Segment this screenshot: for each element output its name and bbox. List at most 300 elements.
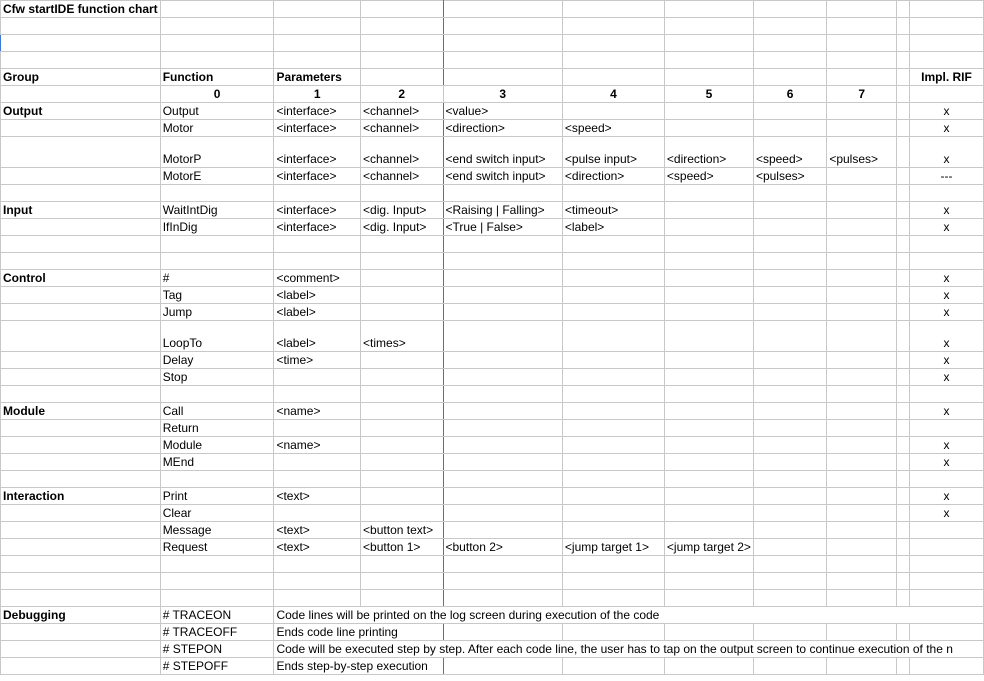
cell[interactable]	[1, 236, 161, 253]
cell[interactable]	[909, 236, 983, 253]
cell[interactable]	[664, 202, 753, 219]
impl-mark[interactable]: x	[909, 437, 983, 454]
cell[interactable]	[361, 18, 443, 35]
impl-mark[interactable]: ---	[909, 168, 983, 185]
cell[interactable]	[664, 505, 753, 522]
cell[interactable]	[361, 35, 443, 52]
cell[interactable]	[753, 253, 826, 270]
cell[interactable]	[827, 120, 897, 137]
cell[interactable]	[664, 185, 753, 202]
cell[interactable]	[274, 590, 361, 607]
cell[interactable]	[827, 556, 897, 573]
cell[interactable]	[361, 590, 443, 607]
cell[interactable]	[562, 573, 664, 590]
cell[interactable]	[274, 471, 361, 488]
description-cell[interactable]: Code will be executed step by step. After each code line, the user has to tap on the output screen to continue execution of the n	[274, 641, 984, 658]
col-number-3[interactable]: 3	[443, 86, 562, 103]
cell[interactable]	[443, 304, 562, 321]
cell[interactable]	[1, 658, 161, 675]
cell[interactable]	[562, 658, 664, 675]
cell[interactable]	[827, 437, 897, 454]
cell[interactable]	[1, 369, 161, 386]
cell[interactable]	[361, 471, 443, 488]
cell[interactable]	[361, 573, 443, 590]
cell[interactable]	[274, 18, 361, 35]
cell[interactable]	[361, 369, 443, 386]
cell[interactable]	[562, 236, 664, 253]
cell[interactable]	[274, 35, 361, 52]
cell[interactable]	[274, 369, 361, 386]
function-traceon[interactable]: # TRACEON	[160, 607, 274, 624]
cell[interactable]	[827, 103, 897, 120]
cell[interactable]	[562, 420, 664, 437]
function-output[interactable]: Output	[160, 103, 274, 120]
cell[interactable]	[664, 236, 753, 253]
param-cell[interactable]: <pulse input>	[562, 137, 664, 168]
cell[interactable]	[753, 352, 826, 369]
cell[interactable]	[897, 120, 910, 137]
cell[interactable]	[443, 52, 562, 69]
impl-mark[interactable]: x	[909, 304, 983, 321]
cell[interactable]	[1, 352, 161, 369]
cell[interactable]	[897, 287, 910, 304]
group-module[interactable]: Module	[1, 403, 161, 420]
description-cell[interactable]: Ends step-by-step execution	[274, 658, 443, 675]
cell[interactable]	[274, 185, 361, 202]
cell[interactable]	[1, 573, 161, 590]
cell[interactable]	[1, 52, 161, 69]
cell[interactable]	[897, 86, 910, 103]
group-control[interactable]: Control	[1, 270, 161, 287]
cell[interactable]	[562, 253, 664, 270]
function-module[interactable]: Module	[160, 437, 274, 454]
cell[interactable]	[753, 185, 826, 202]
cell[interactable]	[827, 321, 897, 352]
function-comment[interactable]: #	[160, 270, 274, 287]
cell[interactable]	[562, 386, 664, 403]
cell[interactable]	[562, 1, 664, 18]
cell[interactable]	[1, 437, 161, 454]
cell[interactable]	[753, 35, 826, 52]
cell[interactable]	[160, 185, 274, 202]
cell[interactable]	[827, 386, 897, 403]
impl-mark[interactable]: x	[909, 369, 983, 386]
param-cell[interactable]: <pulses>	[827, 137, 897, 168]
cell[interactable]	[753, 386, 826, 403]
cell[interactable]	[827, 522, 897, 539]
cell[interactable]	[1, 590, 161, 607]
cell[interactable]	[361, 488, 443, 505]
cell[interactable]	[753, 270, 826, 287]
cell[interactable]	[1, 471, 161, 488]
cell[interactable]	[753, 624, 826, 641]
cell[interactable]	[443, 505, 562, 522]
cell[interactable]	[361, 52, 443, 69]
cell[interactable]	[664, 556, 753, 573]
header-function[interactable]: Function	[160, 69, 274, 86]
param-cell[interactable]: <direction>	[562, 168, 664, 185]
cell[interactable]	[160, 35, 274, 52]
cell[interactable]	[562, 369, 664, 386]
cell[interactable]	[1, 505, 161, 522]
cell[interactable]	[753, 219, 826, 236]
header-impl-rif[interactable]: Impl. RIF	[909, 69, 983, 86]
cell[interactable]	[443, 420, 562, 437]
cell[interactable]	[897, 573, 910, 590]
param-cell[interactable]: <text>	[274, 522, 361, 539]
cell[interactable]	[909, 471, 983, 488]
cell[interactable]	[443, 556, 562, 573]
cell[interactable]	[753, 236, 826, 253]
cell[interactable]	[1, 522, 161, 539]
function-stop[interactable]: Stop	[160, 369, 274, 386]
cell[interactable]	[361, 270, 443, 287]
cell[interactable]	[562, 270, 664, 287]
cell[interactable]	[562, 488, 664, 505]
param-cell[interactable]: <Raising | Falling>	[443, 202, 562, 219]
cell[interactable]	[897, 454, 910, 471]
function-message[interactable]: Message	[160, 522, 274, 539]
cell[interactable]	[562, 522, 664, 539]
param-cell[interactable]: <dig. Input>	[361, 202, 443, 219]
cell[interactable]	[753, 556, 826, 573]
cell[interactable]	[909, 658, 983, 675]
cell[interactable]	[443, 624, 562, 641]
cell[interactable]	[827, 304, 897, 321]
cell[interactable]	[361, 236, 443, 253]
cell[interactable]	[664, 35, 753, 52]
cell[interactable]	[664, 420, 753, 437]
cell[interactable]	[897, 403, 910, 420]
function-ifindig[interactable]: IfInDig	[160, 219, 274, 236]
param-cell[interactable]: <True | False>	[443, 219, 562, 236]
cell[interactable]	[827, 219, 897, 236]
param-cell[interactable]: <channel>	[361, 137, 443, 168]
cell[interactable]	[827, 287, 897, 304]
cell[interactable]	[909, 420, 983, 437]
cell[interactable]	[909, 52, 983, 69]
cell[interactable]	[827, 1, 897, 18]
cell[interactable]	[562, 35, 664, 52]
cell[interactable]	[664, 624, 753, 641]
cell[interactable]	[160, 573, 274, 590]
cell[interactable]	[443, 18, 562, 35]
cell[interactable]	[909, 35, 983, 52]
function-stepon[interactable]: # STEPON	[160, 641, 274, 658]
cell[interactable]	[562, 556, 664, 573]
cell[interactable]	[753, 539, 826, 556]
cell[interactable]	[160, 52, 274, 69]
cell[interactable]	[753, 658, 826, 675]
cell[interactable]	[443, 35, 562, 52]
cell[interactable]	[753, 304, 826, 321]
cell[interactable]	[909, 253, 983, 270]
cell[interactable]	[664, 120, 753, 137]
cell[interactable]	[1, 386, 161, 403]
cell[interactable]	[562, 471, 664, 488]
param-cell[interactable]: <jump target 2>	[664, 539, 753, 556]
function-traceoff[interactable]: # TRACEOFF	[160, 624, 274, 641]
cell[interactable]	[897, 137, 910, 168]
cell[interactable]	[909, 185, 983, 202]
param-cell[interactable]: <label>	[562, 219, 664, 236]
cell[interactable]	[1, 304, 161, 321]
cell[interactable]	[664, 253, 753, 270]
cell[interactable]	[827, 420, 897, 437]
cell[interactable]	[897, 253, 910, 270]
cell[interactable]	[897, 556, 910, 573]
cell[interactable]	[753, 471, 826, 488]
cell[interactable]	[897, 18, 910, 35]
cell[interactable]	[443, 369, 562, 386]
cell[interactable]	[897, 304, 910, 321]
cell[interactable]	[909, 1, 983, 18]
impl-mark[interactable]: x	[909, 352, 983, 369]
cell[interactable]	[562, 287, 664, 304]
cell[interactable]	[1, 420, 161, 437]
function-motore[interactable]: MotorE	[160, 168, 274, 185]
param-cell[interactable]: <speed>	[753, 137, 826, 168]
param-cell[interactable]: <direction>	[664, 137, 753, 168]
cell[interactable]	[664, 658, 753, 675]
impl-mark[interactable]: x	[909, 120, 983, 137]
cell[interactable]	[897, 590, 910, 607]
cell[interactable]	[160, 1, 274, 18]
cell[interactable]	[664, 18, 753, 35]
cell[interactable]	[753, 69, 826, 86]
group-output[interactable]: Output	[1, 103, 161, 120]
cell[interactable]	[1, 287, 161, 304]
cell[interactable]	[897, 202, 910, 219]
cell[interactable]	[897, 270, 910, 287]
cell[interactable]	[664, 386, 753, 403]
cell[interactable]	[1, 219, 161, 236]
param-cell[interactable]: <interface>	[274, 137, 361, 168]
cell[interactable]	[274, 573, 361, 590]
impl-mark[interactable]: x	[909, 270, 983, 287]
cell[interactable]	[562, 403, 664, 420]
cell[interactable]	[897, 352, 910, 369]
cell[interactable]	[1, 185, 161, 202]
param-cell[interactable]: <button text>	[361, 522, 443, 539]
cell[interactable]	[1, 624, 161, 641]
cell[interactable]	[443, 658, 562, 675]
function-jump[interactable]: Jump	[160, 304, 274, 321]
cell[interactable]	[897, 35, 910, 52]
cell[interactable]	[274, 253, 361, 270]
cell[interactable]	[361, 556, 443, 573]
cell[interactable]	[897, 69, 910, 86]
cell[interactable]	[827, 624, 897, 641]
cell[interactable]	[909, 18, 983, 35]
function-stepoff[interactable]: # STEPOFF	[160, 658, 274, 675]
cell[interactable]	[827, 18, 897, 35]
impl-mark[interactable]: x	[909, 103, 983, 120]
cell[interactable]	[562, 454, 664, 471]
sheet-title[interactable]: Cfw startIDE function chart	[1, 1, 161, 18]
param-cell[interactable]: <speed>	[562, 120, 664, 137]
cell[interactable]	[897, 471, 910, 488]
cell[interactable]	[664, 287, 753, 304]
cell[interactable]	[361, 1, 443, 18]
impl-mark[interactable]: x	[909, 137, 983, 168]
param-cell[interactable]: <interface>	[274, 168, 361, 185]
cell[interactable]	[897, 185, 910, 202]
cell[interactable]	[562, 69, 664, 86]
col-number-1[interactable]: 1	[274, 86, 361, 103]
cell[interactable]	[1, 556, 161, 573]
cell[interactable]	[443, 386, 562, 403]
cell[interactable]	[443, 185, 562, 202]
impl-mark[interactable]: x	[909, 403, 983, 420]
cell[interactable]	[753, 505, 826, 522]
cell[interactable]	[664, 352, 753, 369]
param-cell[interactable]: <time>	[274, 352, 361, 369]
cell[interactable]	[1, 168, 161, 185]
cell[interactable]	[361, 69, 443, 86]
cell[interactable]	[443, 454, 562, 471]
cell[interactable]	[443, 69, 562, 86]
group-interaction[interactable]: Interaction	[1, 488, 161, 505]
cell[interactable]	[361, 253, 443, 270]
cell[interactable]	[664, 304, 753, 321]
cell[interactable]	[443, 403, 562, 420]
param-cell[interactable]: <name>	[274, 437, 361, 454]
function-return[interactable]: Return	[160, 420, 274, 437]
cell[interactable]	[753, 522, 826, 539]
function-loopto[interactable]: LoopTo	[160, 321, 274, 352]
cell[interactable]	[827, 253, 897, 270]
cell[interactable]	[827, 185, 897, 202]
cell[interactable]	[664, 321, 753, 352]
cell[interactable]	[664, 573, 753, 590]
param-cell[interactable]: <name>	[274, 403, 361, 420]
cell[interactable]	[1, 454, 161, 471]
function-tag[interactable]: Tag	[160, 287, 274, 304]
cell[interactable]	[1, 321, 161, 352]
cell[interactable]	[753, 590, 826, 607]
cell[interactable]	[664, 488, 753, 505]
col-number-2[interactable]: 2	[361, 86, 443, 103]
cell[interactable]	[361, 403, 443, 420]
cell[interactable]	[897, 658, 910, 675]
cell[interactable]	[753, 287, 826, 304]
cell[interactable]	[443, 437, 562, 454]
function-print[interactable]: Print	[160, 488, 274, 505]
group-debugging[interactable]: Debugging	[1, 607, 161, 624]
cell[interactable]	[753, 52, 826, 69]
param-cell[interactable]: <text>	[274, 539, 361, 556]
cell[interactable]	[443, 253, 562, 270]
cell[interactable]	[361, 437, 443, 454]
cell[interactable]	[827, 658, 897, 675]
impl-mark[interactable]: x	[909, 454, 983, 471]
cell[interactable]	[827, 454, 897, 471]
param-cell[interactable]: <interface>	[274, 202, 361, 219]
cell[interactable]	[897, 505, 910, 522]
impl-mark[interactable]: x	[909, 202, 983, 219]
param-cell[interactable]: <channel>	[361, 103, 443, 120]
cell[interactable]	[827, 403, 897, 420]
cell[interactable]	[160, 556, 274, 573]
param-cell[interactable]: <text>	[274, 488, 361, 505]
col-number-0[interactable]: 0	[160, 86, 274, 103]
function-waitintdig[interactable]: WaitIntDig	[160, 202, 274, 219]
cell[interactable]	[664, 69, 753, 86]
description-cell[interactable]: Code lines will be printed on the log screen during execution of the code	[274, 607, 984, 624]
param-cell[interactable]: <channel>	[361, 168, 443, 185]
cell[interactable]	[897, 488, 910, 505]
impl-mark[interactable]: x	[909, 287, 983, 304]
cell[interactable]	[443, 321, 562, 352]
cell[interactable]	[160, 18, 274, 35]
impl-mark[interactable]: x	[909, 219, 983, 236]
cell[interactable]	[361, 454, 443, 471]
cell[interactable]	[827, 505, 897, 522]
cell[interactable]	[160, 253, 274, 270]
function-motor[interactable]: Motor	[160, 120, 274, 137]
cell[interactable]	[897, 103, 910, 120]
cell[interactable]	[443, 1, 562, 18]
cell[interactable]	[664, 403, 753, 420]
cell[interactable]	[753, 420, 826, 437]
cell[interactable]	[1, 120, 161, 137]
cell[interactable]	[827, 590, 897, 607]
cell[interactable]	[1, 18, 161, 35]
cell[interactable]	[160, 386, 274, 403]
param-cell[interactable]: <jump target 1>	[562, 539, 664, 556]
cell[interactable]	[443, 287, 562, 304]
impl-mark[interactable]: x	[909, 321, 983, 352]
cell[interactable]	[827, 352, 897, 369]
cell[interactable]	[562, 352, 664, 369]
cell[interactable]	[827, 168, 897, 185]
cell[interactable]	[753, 103, 826, 120]
param-cell[interactable]: <button 2>	[443, 539, 562, 556]
cell[interactable]	[664, 590, 753, 607]
param-cell[interactable]: <dig. Input>	[361, 219, 443, 236]
param-cell[interactable]: <direction>	[443, 120, 562, 137]
cell[interactable]	[909, 573, 983, 590]
cell[interactable]	[753, 321, 826, 352]
param-cell[interactable]: <button 1>	[361, 539, 443, 556]
cell[interactable]	[160, 471, 274, 488]
cell[interactable]	[827, 35, 897, 52]
cell[interactable]	[909, 624, 983, 641]
cell[interactable]	[274, 454, 361, 471]
cell[interactable]	[909, 86, 983, 103]
function-call[interactable]: Call	[160, 403, 274, 420]
param-cell[interactable]: <interface>	[274, 120, 361, 137]
cell[interactable]	[274, 505, 361, 522]
cell[interactable]	[664, 454, 753, 471]
cell[interactable]	[753, 488, 826, 505]
cell[interactable]	[753, 202, 826, 219]
cell[interactable]	[361, 287, 443, 304]
cell[interactable]	[562, 304, 664, 321]
col-number-4[interactable]: 4	[562, 86, 664, 103]
cell[interactable]	[827, 488, 897, 505]
param-cell[interactable]: <interface>	[274, 103, 361, 120]
cell[interactable]	[443, 488, 562, 505]
cell[interactable]	[909, 539, 983, 556]
cell[interactable]	[897, 386, 910, 403]
cell[interactable]	[274, 420, 361, 437]
cell[interactable]	[274, 236, 361, 253]
cell[interactable]	[827, 52, 897, 69]
cell[interactable]	[827, 69, 897, 86]
col-number-5[interactable]: 5	[664, 86, 753, 103]
